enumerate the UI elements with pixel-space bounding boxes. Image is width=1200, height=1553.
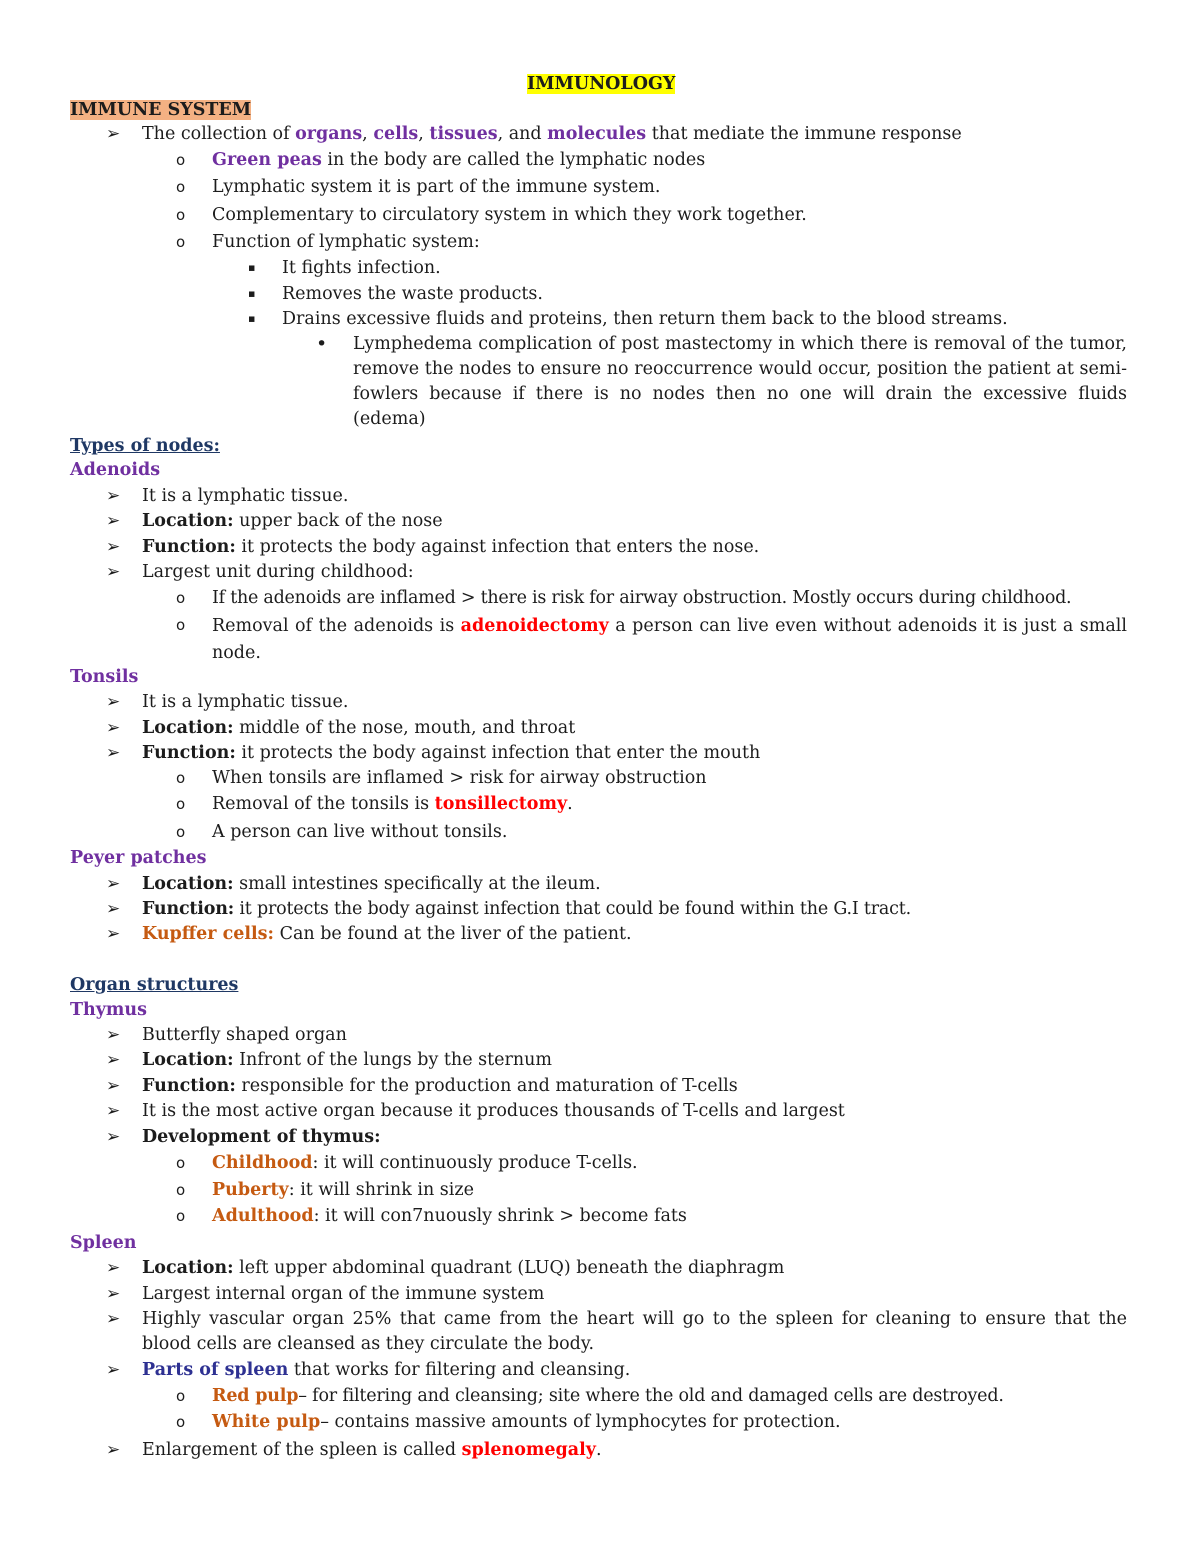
- adenoids-line-5: If the adenoids are inflamed > there is risk for airway obstruction. Mostly occurs during childhood.: [212, 588, 1072, 608]
- circle-bullet-icon: o: [176, 616, 186, 634]
- adenoids-line-3: Function: it protects the body against infection that enters the nose.: [142, 537, 760, 557]
- arrow-bullet-icon: ➢: [106, 1258, 121, 1278]
- dot-bullet-icon: •: [316, 333, 328, 355]
- immune-line-1: The collection of organs, cells, tissues, and molecules that mediate the immune response: [142, 124, 962, 144]
- thymus-line-4: It is the most active organ because it produces thousands of T-cells and largest: [142, 1101, 845, 1121]
- arrow-bullet-icon: ➢: [106, 1284, 121, 1304]
- circle-bullet-icon: o: [176, 823, 186, 841]
- section-heading-organ-structures: Organ structures: [70, 975, 239, 995]
- arrow-bullet-icon: ➢: [106, 692, 121, 712]
- subheading-spleen: Spleen: [70, 1233, 137, 1253]
- thymus-line-2: Location: Infront of the lungs by the sternum: [142, 1050, 552, 1070]
- immune-line-9: Lymphedema complication of post mastectomy in which there is removal of the tumor, remove the nodes to ensure no reoccurrence would occur, position the patient at semi- fowlers because if there is no nodes then no one will drain the excessive fluids (edema): [353, 334, 1127, 429]
- immune-line-2: Green peas in the body are called the lymphatic nodes: [212, 150, 706, 170]
- immune-line-8: Drains excessive fluids and proteins, then return them back to the blood streams.: [282, 309, 1008, 329]
- circle-bullet-icon: o: [176, 1387, 186, 1405]
- arrow-bullet-icon: ➢: [106, 718, 121, 738]
- tonsils-line-6: A person can live without tonsils.: [212, 822, 508, 842]
- circle-bullet-icon: o: [176, 795, 186, 813]
- circle-bullet-icon: o: [176, 1181, 186, 1199]
- adenoids-line-6: Removal of the adenoids is adenoidectomy a person can live even without adenoids it is just a small node.: [212, 616, 1127, 663]
- arrow-bullet-icon: ➢: [106, 486, 121, 506]
- arrow-bullet-icon: ➢: [106, 1025, 121, 1045]
- spleen-line-2: Largest internal organ of the immune system: [142, 1284, 545, 1304]
- tonsils-line-2: Location: middle of the nose, mouth, and throat: [142, 718, 576, 738]
- adenoids-line-4: Largest unit during childhood:: [142, 562, 414, 582]
- spleen-line-6: White pulp– contains massive amounts of lymphocytes for protection.: [212, 1412, 841, 1432]
- arrow-bullet-icon: ➢: [106, 1127, 121, 1147]
- arrow-bullet-icon: ➢: [106, 924, 121, 944]
- arrow-bullet-icon: ➢: [106, 899, 121, 919]
- immune-line-4: Complementary to circulatory system in which they work together.: [212, 205, 807, 225]
- immune-line-5: Function of lymphatic system:: [212, 232, 480, 252]
- circle-bullet-icon: o: [176, 151, 186, 169]
- spleen-line-7: Enlargement of the spleen is called splenomegaly.: [142, 1440, 602, 1460]
- spleen-line-1: Location: left upper abdominal quadrant (LUQ) beneath the diaphragm: [142, 1258, 785, 1278]
- page-title: [527, 72, 675, 96]
- square-bullet-icon: ▪: [248, 287, 256, 300]
- arrow-bullet-icon: ➢: [106, 743, 121, 763]
- thymus-line-1: Butterfly shaped organ: [142, 1025, 347, 1045]
- tonsils-line-3: Function: it protects the body against infection that enter the mouth: [142, 743, 761, 763]
- arrow-bullet-icon: ➢: [106, 124, 121, 144]
- peyer-line-1: Location: small intestines specifically at the ileum.: [142, 874, 601, 894]
- tonsils-line-1: It is a lymphatic tissue.: [142, 692, 349, 712]
- square-bullet-icon: ▪: [248, 312, 256, 325]
- thymus-line-5: Development of thymus:: [142, 1127, 381, 1147]
- arrow-bullet-icon: ➢: [106, 511, 121, 531]
- circle-bullet-icon: o: [176, 178, 186, 196]
- thymus-line-3: Function: responsible for the production and maturation of T-cells: [142, 1076, 738, 1096]
- thymus-line-7: Puberty: it will shrink in size: [212, 1180, 474, 1200]
- circle-bullet-icon: o: [176, 1413, 186, 1431]
- immune-line-6: It fights infection.: [282, 258, 441, 278]
- circle-bullet-icon: o: [176, 1154, 186, 1172]
- arrow-bullet-icon: ➢: [106, 1360, 121, 1380]
- tonsils-line-4: When tonsils are inflamed > risk for airway obstruction: [212, 768, 707, 788]
- thymus-line-8: Adulthood: it will con7nuously shrink > become fats: [212, 1206, 687, 1226]
- circle-bullet-icon: o: [176, 206, 186, 224]
- subheading-tonsils: Tonsils: [70, 667, 139, 687]
- subheading-peyer-patches: Peyer patches: [70, 848, 207, 868]
- spleen-line-3: Highly vascular organ 25% that came from the heart will go to the spleen for cleaning to ensure that the blood cells are cleansed as they circulate the body.: [142, 1309, 1127, 1354]
- arrow-bullet-icon: ➢: [106, 537, 121, 557]
- subheading-adenoids: Adenoids: [70, 460, 161, 480]
- immune-line-7: Removes the waste products.: [282, 284, 543, 304]
- peyer-line-3: Kupffer cells: Can be found at the liver of the patient.: [142, 924, 632, 944]
- arrow-bullet-icon: ➢: [106, 1309, 121, 1329]
- section-heading-types-of-nodes: Types of nodes:: [70, 436, 220, 456]
- circle-bullet-icon: o: [176, 1207, 186, 1225]
- square-bullet-icon: ▪: [248, 261, 256, 274]
- adenoids-line-1: It is a lymphatic tissue.: [142, 486, 349, 506]
- peyer-line-2: Function: it protects the body against infection that could be found within the G.I tract.: [142, 899, 911, 919]
- spleen-line-4: Parts of spleen that works for filtering and cleansing.: [142, 1360, 631, 1380]
- section-heading-immune-system: [70, 98, 251, 122]
- arrow-bullet-icon: ➢: [106, 1076, 121, 1096]
- arrow-bullet-icon: ➢: [106, 562, 121, 582]
- immune-heading-text: IMMUNE SYSTEM: [70, 100, 252, 120]
- tonsils-line-5: Removal of the tonsils is tonsillectomy.: [212, 794, 573, 814]
- arrow-bullet-icon: ➢: [106, 1101, 121, 1121]
- circle-bullet-icon: o: [176, 233, 186, 251]
- circle-bullet-icon: o: [176, 589, 186, 607]
- subheading-thymus: Thymus: [70, 1000, 148, 1020]
- circle-bullet-icon: o: [176, 769, 186, 787]
- immune-line-3: Lymphatic system it is part of the immune system.: [212, 177, 661, 197]
- arrow-bullet-icon: ➢: [106, 1050, 121, 1070]
- thymus-line-6: Childhood: it will continuously produce T-cells.: [212, 1153, 638, 1173]
- title-text: IMMUNOLOGY: [527, 74, 676, 94]
- adenoids-line-2: Location: upper back of the nose: [142, 511, 443, 531]
- spleen-line-5: Red pulp– for filtering and cleansing; site where the old and damaged cells are destroyed.: [212, 1386, 1004, 1406]
- arrow-bullet-icon: ➢: [106, 874, 121, 894]
- arrow-bullet-icon: ➢: [106, 1440, 121, 1460]
